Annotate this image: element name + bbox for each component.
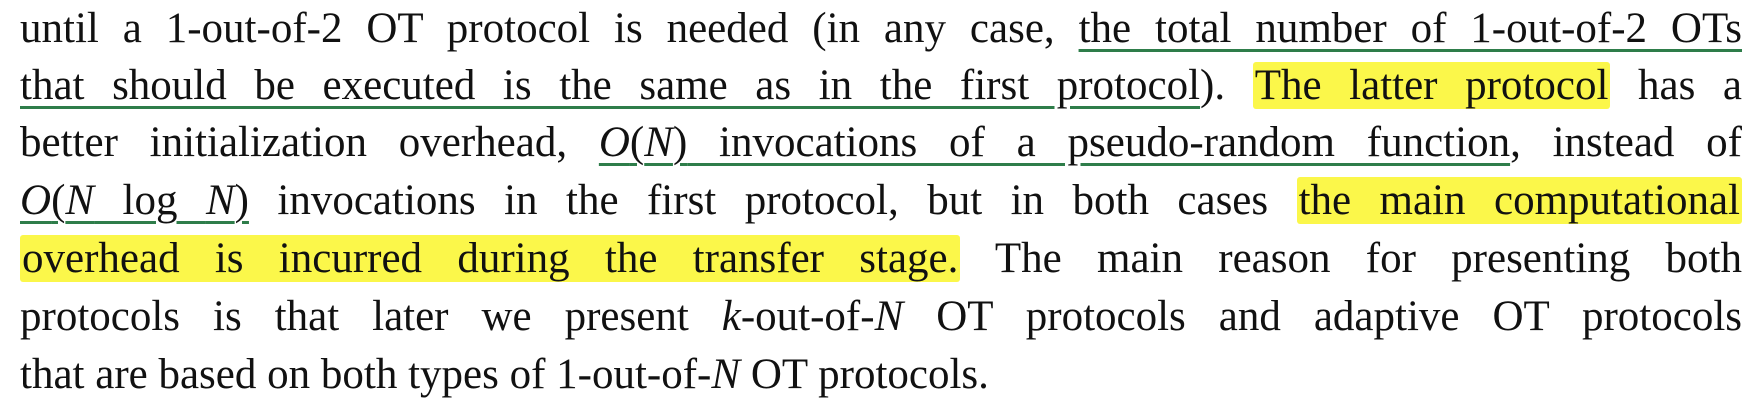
math-k: k [721, 293, 741, 340]
paragraph-line-2 [20, 57, 1742, 115]
math-log: log [94, 177, 206, 224]
math-n: N [65, 177, 95, 224]
math-paren-open: ( [51, 177, 66, 224]
line-6-text: protocols is that later we present [20, 293, 722, 340]
paragraph-line-6 [20, 288, 1742, 346]
paragraph-line-1 [20, 0, 1742, 58]
underlined-o-n-log-n [20, 177, 249, 224]
underlined-pseudo-random: invocations of a pseudo-random function [687, 119, 1511, 166]
highlight-overhead-transfer: overhead is incurred during the transfer stage. [22, 235, 959, 282]
paragraph-line-7 [20, 346, 1742, 404]
line-4-text: invocations in the first protocol, but in both cases [248, 177, 1297, 224]
line-6-out-of: -out-of- [740, 293, 875, 340]
math-o: O [598, 119, 630, 166]
math-paren-close: ) [672, 119, 688, 166]
line-7-text: that are based on both types of 1-out-of- [20, 351, 712, 398]
math-o: O [20, 177, 52, 224]
highlight-main-computational: the main computational [1298, 177, 1740, 224]
underlined-o-n-invocations [599, 119, 1510, 166]
line-6-tail: OT protocols and adaptive OT protocols [903, 293, 1743, 340]
math-n: N [644, 119, 673, 166]
math-paren-open: ( [629, 119, 645, 166]
math-n: N [711, 351, 741, 398]
line-3-tail: , instead of [1510, 119, 1742, 166]
paragraph-line-4 [20, 172, 1742, 230]
paragraph-line-3 [20, 114, 1742, 172]
line-3-text: better initialization overhead, [20, 119, 599, 166]
line-2-text: has a [1610, 62, 1743, 109]
paragraph-line-5 [20, 230, 1742, 288]
line-5-text: The main reason for presenting both [960, 235, 1742, 282]
math-paren-close: ) [234, 177, 249, 224]
underlined-executed-same: that should be executed is the same as in the first protocol [20, 62, 1201, 109]
line-1-text: until a 1-out-of-2 OT protocol is needed (in any case, [20, 5, 1079, 52]
math-n: N [874, 293, 904, 340]
line-7-tail: OT protocols. [740, 351, 989, 398]
math-n: N [205, 177, 235, 224]
highlight-latter-protocol: The latter protocol [1254, 62, 1609, 109]
underlined-total-number: the total number of 1-out-of-2 OTs [1078, 5, 1742, 52]
line-2-punctuation: ). [1200, 62, 1253, 109]
